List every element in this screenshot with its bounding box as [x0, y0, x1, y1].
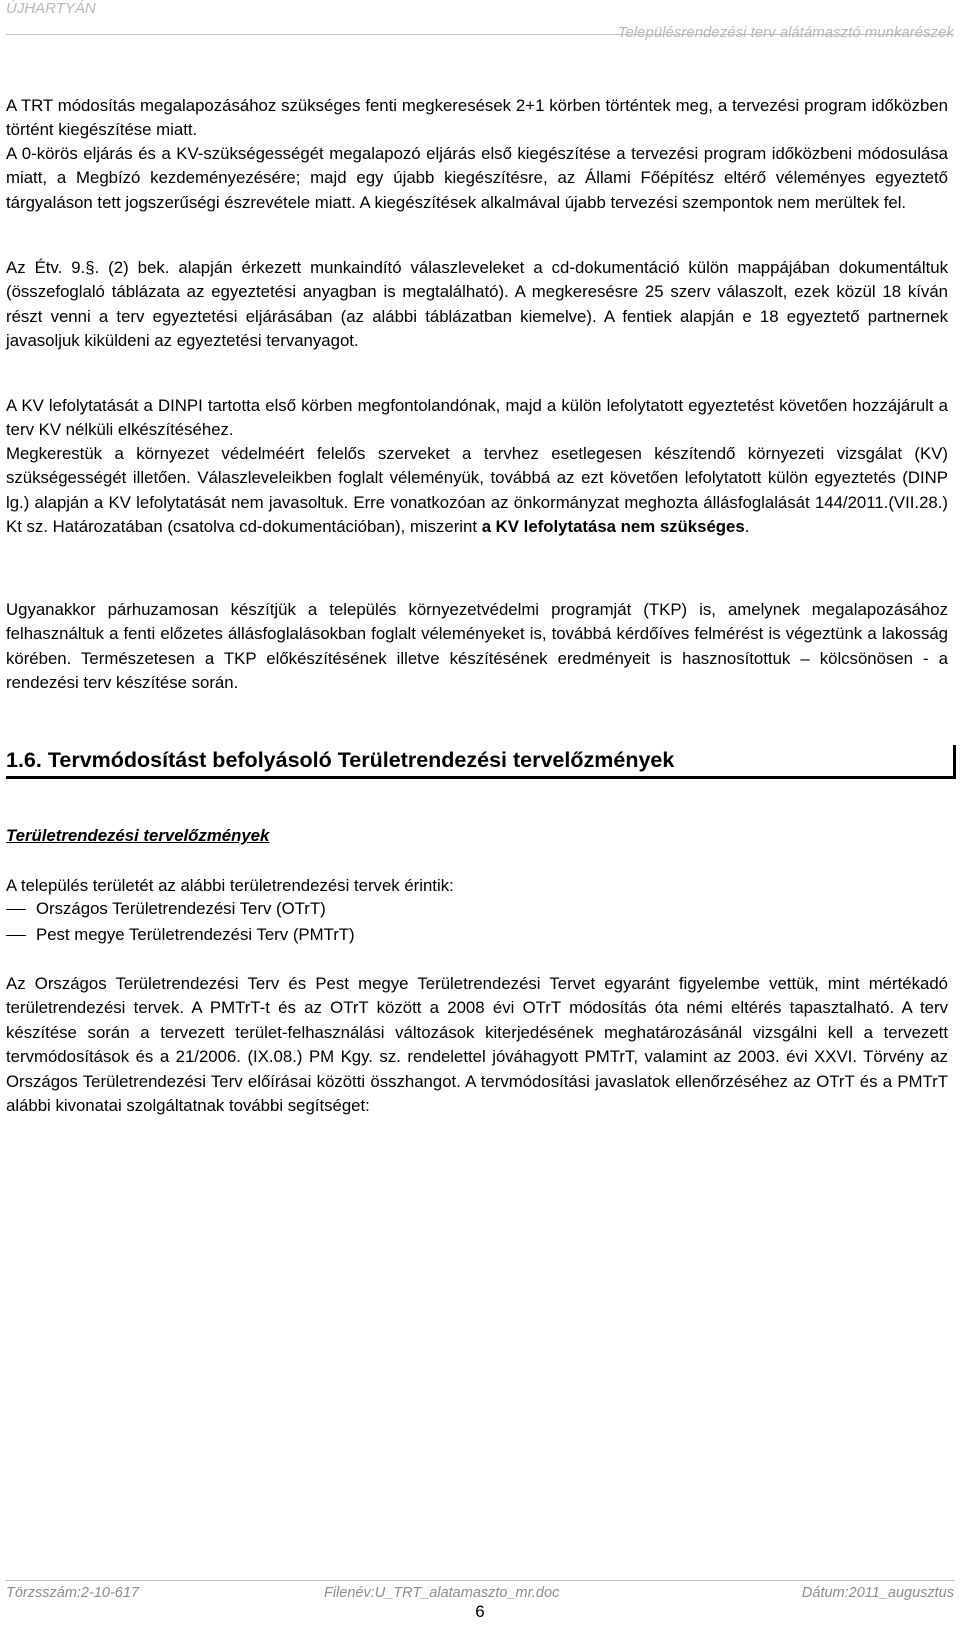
list-item-label: Pest megye Területrendezési Terv (PMTrT)	[36, 925, 355, 944]
page-header	[6, 0, 954, 41]
list-item-label: Országos Területrendezési Terv (OTrT)	[36, 899, 326, 918]
header-municipality: ÚJHARTYÁN	[6, 0, 96, 17]
dash-bullet-icon	[6, 899, 36, 919]
paragraph-2: A 0-körös eljárás és a KV-szükségességét megalapozó eljárás első kiegészítése a tervezési program időközbeni módosulása miatt, a Megbízó kezdeményezésére; majd egy újabb kiegészítésre, az Állami Főépítész eltérő véleményes egyeztető tárgyaláson tett jogszerűségi észrevétele miatt. A kiegészítések alkalmával újabb tervezési szempontok nem merültek fel.	[6, 144, 948, 212]
page-footer	[6, 1580, 954, 1601]
paragraph-6: Ugyanakkor párhuzamosan készítjük a település környezetvédelmi programját (TKP) is, amelynek megalapozásához felhasználtuk a fenti előzetes állásfoglalásokban foglalt véleményeket is, továbbá kérdőíves felmérést is végeztünk a lakosság körében. Természetesen a TKP előkészítésének illetve készítésének eredményeit is hasznosítottuk – kölcsönösen - a rendezési terv készítése során.	[6, 600, 948, 693]
footer-registry-number: Törzsszám:2-10-617	[6, 1585, 139, 1601]
paragraph-8: Az Országos Területrendezési Terv és Pest megye Területrendezési Tervet egyaránt figyelembe vettük, mint mértékadó területrendezési tervek. A PMTrT-t és az OTrT között a 2008 évi OTrT módosítás óta némi eltérés tapasztalható. A terv készítése során a tervezett terület-felhasználási változások kiterjedésének meghatározásánál vizsgálni kell a tervezett tervmódosítások és a 21/2006. (IX.08.) PM Kgy. sz. rendelettel jóváhagyott PMTrT, valamint az 2003. évi XXVI. Törvény az Országos Területrendezési Terv előírásai közötti összhangot. A tervmódosítási javaslatok ellenőrzéséhez az OTrT és a PMTrT alábbi kivonatai szolgáltatnak további segítséget:	[6, 974, 948, 1116]
header-document-title: Településrendezési terv alátámasztó munkarészek	[617, 24, 954, 41]
dash-bullet-icon	[6, 925, 36, 945]
section-heading-box	[6, 745, 956, 779]
paragraph-3: Az Étv. 9.§. (2) bek. alapján érkezett munkaindító válaszleveleket a cd-dokumentáció külön mappájában dokumentáltuk (összefoglaló táblázata az egyeztetési anyagban is megtalálható). A megkeresésre 25 szerv válaszolt, ezek közül 18 kíván részt venni a terv egyeztetési eljárásában (az alábbi táblázatban kiemelve). A fentiek alapján e 18 egyeztető partnernek javasoljuk kiküldeni az egyeztetési tervanyagot.	[6, 258, 948, 351]
paragraph-4: A KV lefolytatását a DINPI tartotta első körben megfontolandónak, majd a külön lefolytatott egyeztetést követően hozzájárult a terv KV nélküli elkészítéséhez.	[6, 396, 948, 440]
paragraph-7: A település területét az alábbi területrendezési tervek érintik:	[6, 876, 454, 895]
paragraph-5	[6, 442, 948, 540]
footer-filename: Filenév:U_TRT_alatamaszto_mr.doc	[324, 1585, 560, 1601]
page-number: 6	[475, 1602, 485, 1621]
list-item	[6, 925, 355, 945]
paragraph-5-end: .	[744, 517, 750, 537]
list-item	[6, 899, 326, 919]
paragraph-5-text: Megkerestük a környezet védelméért felelős szerveket a tervhez esetlegesen készítendő környezeti vizsgálat (KV) szükségességét illetően. Válaszleveleikben foglalt véleményük, továbbá az ezt követően lefolytatott külön egyeztetés (DINP lg.) alapján a KV lefolytatását nem javasoltuk. Erre vonatkozóan az önkormányzat meghozta állásfoglalását 144/2011.(VII.28.) Kt sz. Határozatában (csatolva cd-dokumentációban), miszerint	[6, 444, 948, 537]
footer-date: Dátum:2011_augusztus	[801, 1585, 954, 1601]
paragraph-5-bold: a KV lefolytatása nem szükséges	[481, 517, 745, 537]
paragraph-1: A TRT módosítás megalapozásához szükséges fenti megkeresések 2+1 körben történtek meg, a tervezési program időközben történt kiegészítése miatt.	[6, 96, 948, 140]
subheading: Területrendezési tervelőzmények	[6, 826, 270, 845]
section-heading: 1.6. Tervmódosítást befolyásoló Területrendezési tervelőzmények	[6, 748, 675, 772]
